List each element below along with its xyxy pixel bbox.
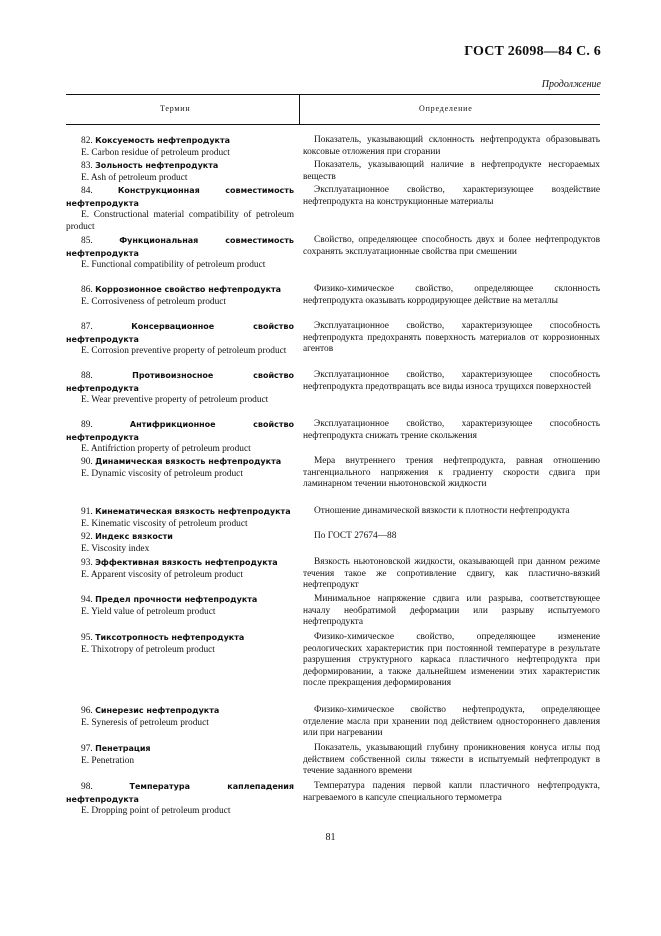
table-row-term bbox=[66, 456, 294, 480]
table-top-rule bbox=[66, 94, 600, 95]
term-ru: 96. Синерезис нефтепродукта bbox=[81, 706, 220, 716]
table-row-definition: Показатель, указывающий склонность нефтепродукта образовывать коксовые отложения при сгорании bbox=[303, 135, 600, 157]
term-en: E. Syneresis of petroleum product bbox=[81, 717, 209, 728]
term-ru: 90. Динамическая вязкость нефтепродукта bbox=[81, 457, 282, 467]
table-row-term bbox=[66, 781, 294, 818]
table-row-term bbox=[66, 160, 294, 184]
term-ru: 95. Тиксотропность нефтепродукта bbox=[81, 633, 245, 643]
table-row-term bbox=[66, 705, 294, 729]
table-row-term bbox=[66, 419, 294, 456]
document-header-title: ГОСТ 26098—84 С. 6 bbox=[464, 44, 601, 59]
term-ru: 84. Конструкционная совместимость нефтепродукта bbox=[66, 186, 294, 208]
term-ru: 91. Кинематическая вязкость нефтепродукта bbox=[81, 507, 291, 517]
table-row-term bbox=[66, 321, 294, 358]
table-row-definition: Температура падения первой капли пластичного нефтепродукта, нагреваемого в капсуле специального термометра bbox=[303, 781, 600, 803]
table-row-definition: Минимальное напряжение сдвига или разрыва, соответствующее началу необратимой деформации или разрыву испытуемого нефтепродукта bbox=[303, 594, 600, 627]
table-row-term bbox=[66, 594, 294, 618]
table-row-term bbox=[66, 557, 294, 581]
term-ru: 97. Пенетрация bbox=[81, 744, 151, 754]
term-ru: 85. Функциональная совместимость нефтепродукта bbox=[66, 236, 294, 258]
table-row-definition: Отношение динамической вязкости к плотности нефтепродукта bbox=[314, 506, 570, 516]
term-ru: 94. Предел прочности нефтепродукта bbox=[81, 595, 258, 605]
table-row-definition: Показатель, указывающий наличие в нефтепродукте несгораемых веществ bbox=[303, 160, 600, 182]
table-row-definition: Свойство, определяющее способность двух и более нефтепродуктов сохранять эксплуатационные свойства при смешении bbox=[303, 235, 600, 257]
term-ru: 88. Противоизносное свойство нефтепродукта bbox=[66, 371, 294, 393]
continuation-label: Продолжение bbox=[541, 79, 601, 90]
table-row-definition: Показатель, указывающий глубину проникновения конуса иглы под действием собственной силы тяжести в испытуемый нефтепродукт в течение заданного времени bbox=[303, 743, 600, 776]
table-row-term bbox=[66, 531, 294, 555]
table-row-term bbox=[66, 135, 294, 159]
term-en: E. Ash of petroleum product bbox=[81, 172, 188, 183]
table-row-term bbox=[66, 506, 294, 530]
table-row-definition: Эксплуатационное свойство, характеризующее способность нефтепродукта предотвращать все виды износа трущихся поверхностей bbox=[303, 370, 600, 392]
table-row-definition: Физико-химическое свойство, определяющее склонность нефтепродукта оказывать корродирующее действие на металлы bbox=[303, 284, 600, 306]
term-ru: 92. Индекс вязкости bbox=[81, 532, 173, 542]
term-en: E. Penetration bbox=[81, 755, 135, 766]
term-en: E. Antifriction property of petroleum product bbox=[81, 444, 251, 454]
table-row-term bbox=[66, 185, 294, 233]
table-row-term bbox=[66, 370, 294, 407]
table-row-term bbox=[66, 284, 294, 308]
table-row-definition: Эксплуатационное свойство, характеризующее воздействие нефтепродукта на конструкционные материалы bbox=[303, 185, 600, 207]
term-en: E. Apparent viscosity of petroleum product bbox=[81, 569, 243, 580]
term-en: E. Dropping point of petroleum product bbox=[81, 806, 231, 816]
term-en: E. Corrosiveness of petroleum product bbox=[81, 296, 227, 307]
term-en: E. Yield value of petroleum product bbox=[81, 606, 216, 617]
table-row-definition: Физико-химическое свойство, определяющее изменение реологических характеристик при постоянной температуре в результате разрушения структурного каркаса пластичного нефтепродукта при деформировании, а также дальнейшем изменении этих характеристик после прекращения деформирования bbox=[303, 632, 600, 688]
term-en: E. Viscosity index bbox=[81, 543, 150, 554]
term-en: E. Corrosion preventive property of petroleum product bbox=[81, 346, 287, 356]
table-row-term bbox=[66, 235, 294, 272]
table-row-definition: Эксплуатационное свойство, характеризующее способность нефтепродукта предохранять поверхность материалов от коррозионных агентов bbox=[303, 321, 600, 354]
term-ru: 82. Коксуемость нефтепродукта bbox=[81, 136, 231, 146]
term-ru: 87. Консервационное свойство нефтепродукта bbox=[66, 322, 294, 344]
term-en: E. Kinematic viscosity of petroleum product bbox=[81, 518, 248, 529]
term-en: E. Functional compatibility of petroleum product bbox=[81, 260, 266, 270]
table-header-separator bbox=[299, 94, 300, 125]
term-en: E. Constructional material compatibility of petroleum product bbox=[66, 210, 294, 232]
term-ru: 98. Температура каплепадения нефтепродукта bbox=[66, 782, 295, 804]
column-header-term: Термин bbox=[160, 104, 191, 113]
table-row-definition: По ГОСТ 27674—88 bbox=[314, 531, 397, 541]
table-row-definition: Вязкость ньютоновской жидкости, оказывающей при данном режиме течения такое же сопротивление сдвигу, как пластично-вязкий нефтепродукт bbox=[303, 557, 600, 590]
term-ru: 93. Эффективная вязкость нефтепродукта bbox=[81, 558, 278, 568]
table-header-bottom-rule bbox=[66, 124, 600, 125]
page-number: 81 bbox=[325, 832, 336, 843]
term-en: E. Carbon residue of petroleum product bbox=[81, 147, 230, 158]
term-ru: 86. Коррозионное свойство нефтепродукта bbox=[81, 285, 282, 295]
term-en: E. Thixotropy of petroleum product bbox=[81, 644, 215, 655]
term-en: E. Dynamic viscosity of petroleum product bbox=[81, 468, 243, 479]
table-row-term bbox=[66, 743, 294, 767]
table-row-term bbox=[66, 632, 294, 656]
term-ru: 89. Антифрикционное свойство нефтепродукта bbox=[66, 420, 295, 442]
table-row-definition: Мера внутреннего трения нефтепродукта, равная отношению тангенциального напряжения к градиенту скорости сдвига при ламинарном течении ньютоновской жидкости bbox=[303, 456, 600, 489]
column-header-definition: Определение bbox=[419, 104, 473, 113]
table-row-definition: Физико-химическое свойство нефтепродукта, определяющее отделение масла при хранении под действием одностороннего давления или при нагревании bbox=[303, 705, 600, 738]
term-ru: 83. Зольность нефтепродукта bbox=[81, 161, 219, 171]
table-row-definition: Эксплуатационное свойство, характеризующее способность нефтепродукта снижать трение скольжения bbox=[303, 419, 600, 441]
term-en: E. Wear preventive property of petroleum product bbox=[81, 395, 269, 405]
